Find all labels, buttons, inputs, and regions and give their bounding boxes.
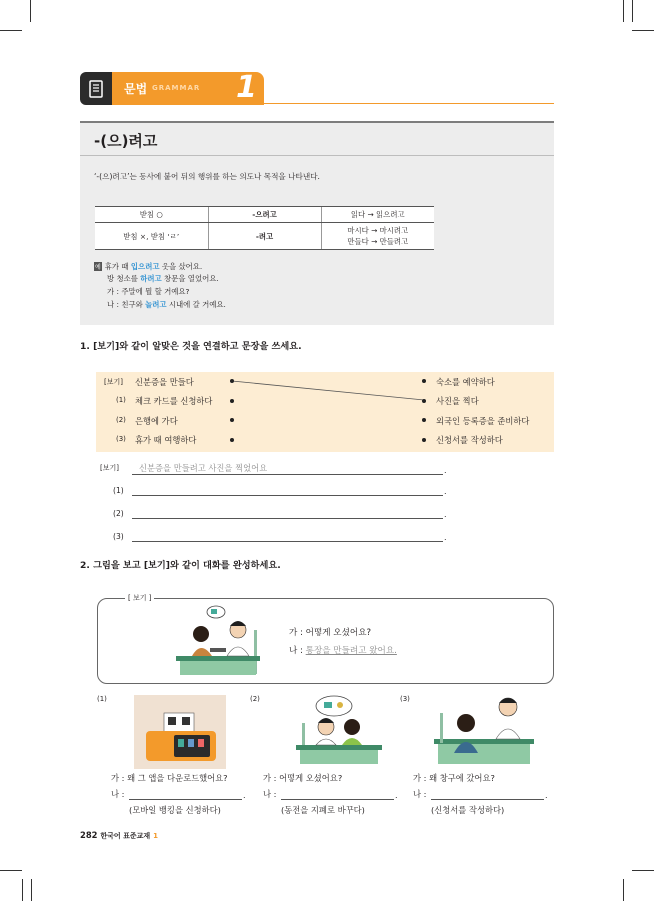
crop-mark [0,30,22,31]
table-cell [321,223,434,250]
answer-period: . [444,487,447,496]
match-right-item[interactable]: 사진을 찍다 [436,396,479,406]
crop-mark [623,879,624,901]
match-left-item[interactable]: 신분증을 만들다 [135,377,194,387]
match-left-item[interactable]: 은행에 가다 [135,416,178,426]
item-hint: (신청서를 작성하다) [431,805,505,815]
crop-mark [632,0,633,22]
section-number: 1 [236,70,257,105]
match-dot[interactable] [422,399,426,403]
item-hint: (모바일 뱅킹을 신청하다) [129,805,221,815]
match-dot[interactable] [230,438,234,442]
example-text: 옷을 샀어요. [159,262,203,271]
example-line [107,273,219,284]
page-number: 282 [80,830,98,840]
crop-mark [22,879,23,901]
example-dialogue-box [97,598,554,684]
example-highlight: 놀려고 [145,300,167,309]
example-answer-line [289,644,397,656]
example-text: 시내에 갈 거예요. [166,300,226,309]
crop-mark [623,0,624,22]
example-label: [ 보기 ] [125,593,154,603]
item-question: 가 : 왜 창구에 갔어요? [413,773,495,783]
match-tag: (2) [116,416,126,424]
notebook-icon [80,72,112,105]
answer-input-line[interactable] [132,518,443,519]
example-text: 나 : 친구와 [107,300,146,309]
answer-period: . [545,791,548,800]
answer-input-line[interactable] [132,495,443,496]
example-line [107,299,226,310]
answer-period: . [243,791,246,800]
item-tag: (3) [400,695,410,703]
grammar-title: -(으)려고 [94,132,158,150]
header-rule [264,103,554,104]
section-title: 문법 [124,82,148,96]
match-dot[interactable] [230,418,234,422]
example-answer: 통장을 만들려고 왔어요. [305,646,397,656]
match-dot[interactable] [230,379,234,383]
item-answer-prefix: 나 : [413,789,427,799]
book-volume: 1 [153,832,158,840]
item-question: 가 : 왜 그 앱을 다운로드했어요? [111,773,228,783]
match-tag: (3) [116,435,126,443]
table-row [95,223,434,250]
answer-input-line[interactable] [431,799,544,800]
item-answer-prefix: 나 : [263,789,277,799]
match-right-item[interactable]: 외국인 등록증을 준비하다 [436,416,530,426]
example-line [94,261,202,272]
match-dot[interactable] [422,418,426,422]
table-cell: 받침 ×, 받침 ‘ㄹ’ [95,223,208,250]
app-phone-illustration [134,695,226,769]
answer-period: . [444,466,447,475]
answer-tag: (3) [113,532,124,541]
example-text: 방 청소를 [107,274,141,283]
question-1-heading: 1. [보기]와 같이 알맞은 것을 연결하고 문장을 쓰세요. [80,341,302,352]
match-tag: (1) [116,396,126,404]
crop-mark [632,870,654,871]
answer-period: . [395,791,398,800]
answer-period: . [444,510,447,519]
bank-counter-illustration [172,604,272,678]
match-right-item[interactable]: 숙소를 예약하다 [436,377,495,387]
crop-mark [0,870,22,871]
table-cell-line: 마시다 → 마시려고 [347,226,409,235]
match-left-item[interactable]: 체크 카드를 신청하다 [135,396,213,406]
example-answer-prefix: 나 : [289,646,306,656]
page-footer [80,830,158,841]
item-answer-prefix: 나 : [111,789,125,799]
match-left-item[interactable]: 휴가 때 여행하다 [135,435,197,445]
answer-underline [132,474,443,475]
example-text: 휴가 때 [104,262,131,271]
table-cell: 읽다 → 읽으려고 [321,207,434,223]
example-highlight: 입으려고 [130,262,160,271]
match-dot[interactable] [422,379,426,383]
item-tag: (1) [97,695,107,703]
answer-period: . [444,533,447,542]
section-subtitle: GRAMMAR [152,84,201,92]
coin-exchange-illustration [296,693,382,769]
example-line: 가 : 주말에 뭘 할 거예요? [107,287,190,296]
grammar-table [95,206,434,250]
example-mark: 예 [95,264,101,271]
crop-mark [31,879,32,901]
answer-input-line[interactable] [129,799,242,800]
grammar-description: ‘-(으)려고’는 동사에 붙어 뒤의 행위를 하는 의도나 목적을 나타낸다. [94,172,320,181]
example-highlight: 하려고 [140,274,162,283]
answer-input-line[interactable] [132,541,443,542]
example-text: 창문을 열었어요. [161,274,219,283]
item-hint: (동전을 지폐로 바꾸다) [281,805,365,815]
table-row [95,207,434,223]
table-cell: 받침 ○ [95,207,208,223]
crop-mark [632,30,654,31]
match-dot[interactable] [230,399,234,403]
answer-tag: (2) [113,509,124,518]
item-tag: (2) [250,695,260,703]
example-answer: 신분증을 만들려고 사진을 찍었어요 [139,463,268,473]
bank-window-illustration [434,693,534,769]
book-title: 한국어 표준교재 [100,832,151,840]
table-cell-line: 만들다 → 만들려고 [347,237,409,246]
match-dot[interactable] [422,438,426,442]
answer-tag: (1) [113,486,124,495]
question-2-heading: 2. 그림을 보고 [보기]와 같이 대화를 완성하세요. [80,560,281,571]
answer-tag: [보기] [100,464,119,472]
item-question: 가 : 어떻게 오셨어요? [263,773,343,783]
match-right-item[interactable]: 신청서를 작성하다 [436,435,503,445]
table-cell: -려고 [208,223,321,250]
answer-input-line[interactable] [281,799,394,800]
example-question: 가 : 어떻게 오셨어요? [289,628,372,638]
crop-mark [30,0,31,22]
table-cell: -으려고 [208,207,321,223]
match-tag: [보기] [104,378,123,386]
